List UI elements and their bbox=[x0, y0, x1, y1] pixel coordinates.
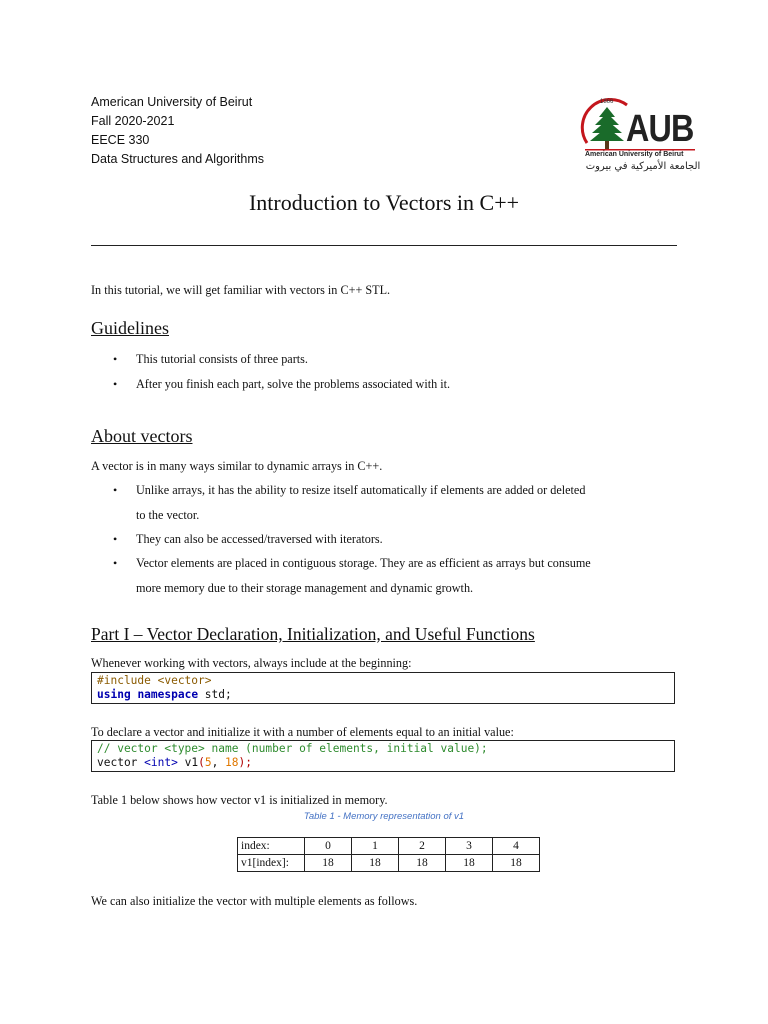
value-cell: 18 bbox=[493, 855, 540, 872]
code-preprocessor: #include <vector> bbox=[97, 674, 212, 687]
value-cell: 18 bbox=[305, 855, 352, 872]
bullet-icon: • bbox=[113, 377, 118, 391]
code-keyword: namespace bbox=[137, 688, 199, 701]
header-course-name: Data Structures and Algorithms bbox=[91, 152, 264, 166]
logo-arabic-name: الجامعة الأميركية في بيروت bbox=[585, 161, 701, 172]
about-item-line: Unlike arrays, it has the ability to resize itself automatically if elements are added or deleted bbox=[136, 483, 586, 497]
intro-text: In this tutorial, we will get familiar with vectors in C++ STL. bbox=[91, 283, 391, 297]
row-label: index: bbox=[238, 838, 305, 855]
code-line bbox=[97, 688, 674, 702]
code-text: vector bbox=[97, 756, 145, 769]
about-item-line: They can also be accessed/traversed with iterators. bbox=[136, 532, 383, 546]
about-item-line: to the vector. bbox=[136, 508, 200, 522]
code-line bbox=[97, 674, 674, 688]
aub-logo bbox=[577, 95, 701, 179]
guideline-item: After you finish each part, solve the problems associated with it. bbox=[136, 377, 451, 391]
guidelines-heading: Guidelines bbox=[91, 318, 169, 338]
include-text: Whenever working with vectors, always include at the beginning: bbox=[91, 656, 412, 670]
table-row bbox=[238, 855, 540, 872]
code-number: 5 bbox=[204, 756, 212, 769]
header-university: American University of Beirut bbox=[91, 95, 253, 109]
code-block-declare bbox=[91, 740, 675, 772]
value-cell: 18 bbox=[446, 855, 493, 872]
about-item-line: more memory due to their storage management and dynamic growth. bbox=[136, 581, 474, 595]
bullet-icon: • bbox=[113, 556, 118, 570]
declare-text: To declare a vector and initialize it with a number of elements equal to an initial value: bbox=[91, 725, 514, 739]
bullet-icon: • bbox=[113, 483, 118, 497]
code-paren: ( bbox=[198, 756, 205, 769]
logo-year: 1866 bbox=[600, 99, 614, 105]
index-cell: 2 bbox=[399, 838, 446, 855]
code-number: 18 bbox=[225, 756, 239, 769]
value-cell: 18 bbox=[352, 855, 399, 872]
row-label: v1[index]: bbox=[238, 855, 305, 872]
multi-init-text: We can also initialize the vector with multiple elements as follows. bbox=[91, 894, 418, 908]
memory-table bbox=[237, 837, 540, 872]
index-cell: 3 bbox=[446, 838, 493, 855]
bullet-icon: • bbox=[113, 352, 118, 366]
code-keyword: using bbox=[97, 688, 131, 701]
code-comment: // vector <type> name (number of elements, initial value); bbox=[97, 742, 488, 755]
value-cell: 18 bbox=[399, 855, 446, 872]
header-course-code: EECE 330 bbox=[91, 133, 150, 147]
part1-heading: Part I – Vector Declaration, Initialization, and Useful Functions bbox=[91, 624, 535, 644]
code-paren: ); bbox=[238, 756, 253, 769]
table-row bbox=[238, 838, 540, 855]
table-intro-text: Table 1 below shows how vector v1 is initialized in memory. bbox=[91, 793, 388, 807]
bullet-icon: • bbox=[113, 532, 118, 546]
index-cell: 4 bbox=[493, 838, 540, 855]
code-text: , bbox=[211, 756, 226, 769]
code-text: std; bbox=[198, 688, 232, 701]
title-rule bbox=[91, 245, 677, 246]
index-cell: 1 bbox=[352, 838, 399, 855]
table-caption: Table 1 - Memory representation of v1 bbox=[303, 811, 465, 822]
index-cell: 0 bbox=[305, 838, 352, 855]
about-heading: About vectors bbox=[91, 426, 193, 446]
code-line bbox=[97, 756, 674, 770]
about-lead: A vector is in many ways similar to dynamic arrays in C++. bbox=[91, 459, 383, 473]
guideline-item: This tutorial consists of three parts. bbox=[136, 352, 308, 366]
document-title: Introduction to Vectors in C++ bbox=[248, 190, 520, 215]
logo-initials: AUB bbox=[626, 108, 694, 150]
code-text: v1 bbox=[177, 756, 199, 769]
about-item-line: Vector elements are placed in contiguous storage. They are as efficient as arrays but consume bbox=[136, 556, 591, 570]
code-block-include bbox=[91, 672, 675, 704]
code-line bbox=[97, 742, 674, 756]
code-type: <int> bbox=[144, 756, 178, 769]
logo-english-name: American University of Beirut bbox=[585, 151, 684, 158]
header-term: Fall 2020-2021 bbox=[91, 114, 175, 128]
